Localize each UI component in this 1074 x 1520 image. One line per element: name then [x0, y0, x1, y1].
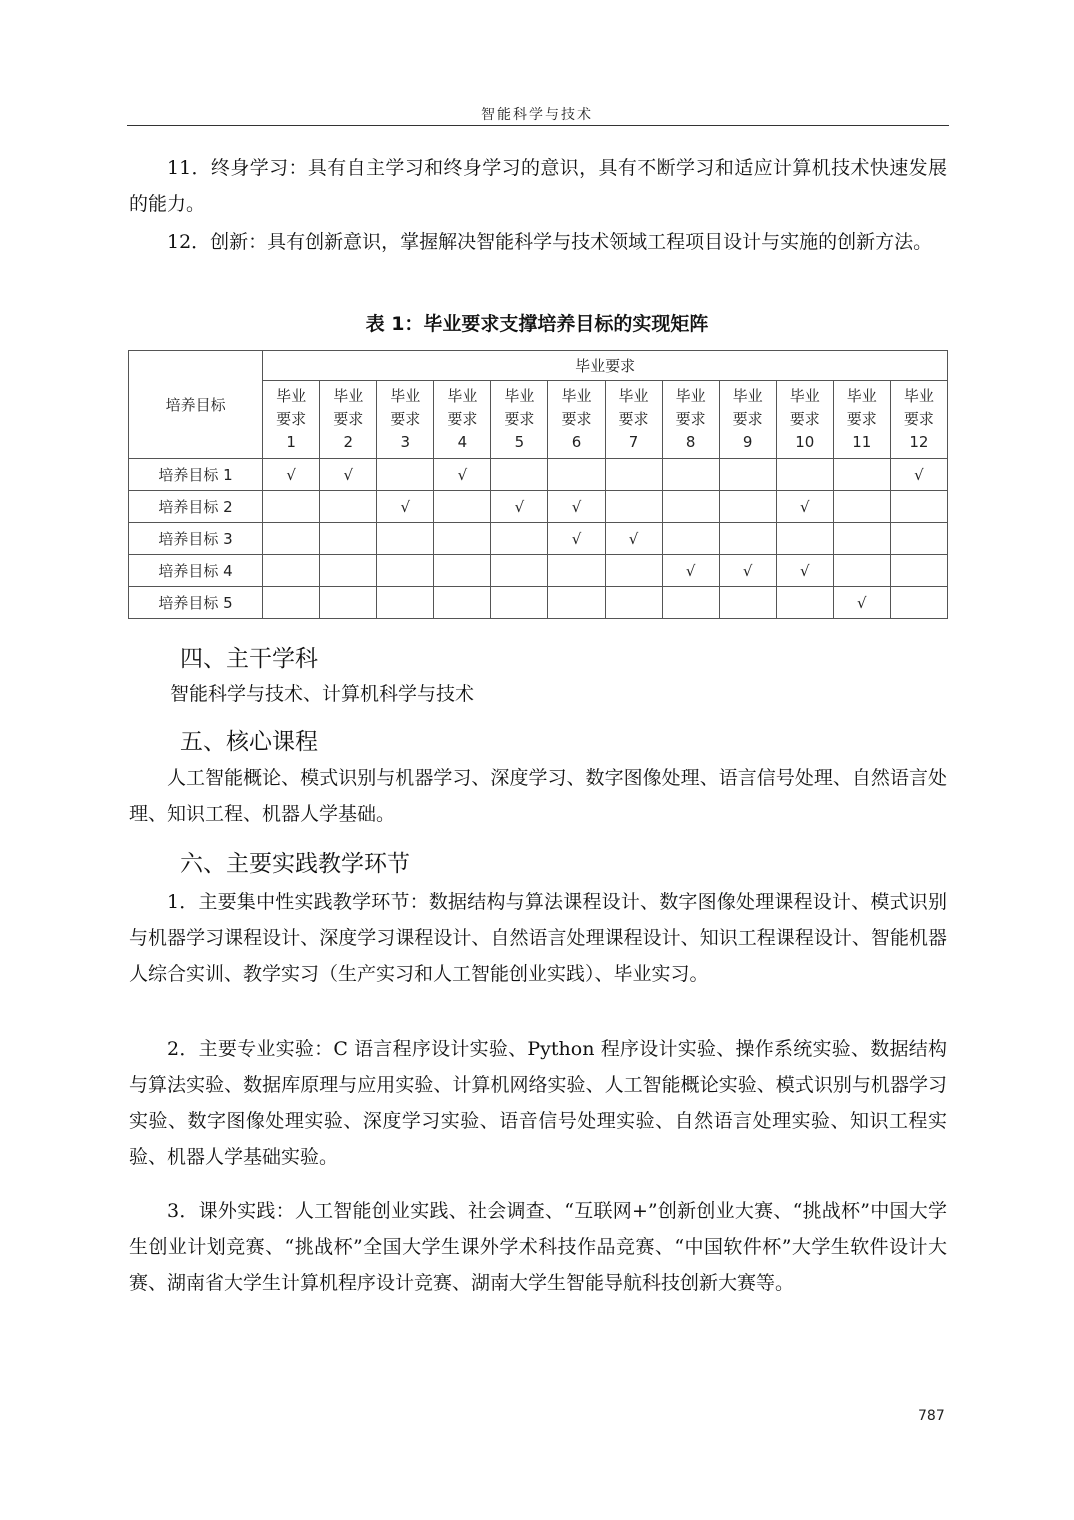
requirement-header-line2: 要求: [789, 410, 820, 428]
objective-label-cell: 培养目标 4: [129, 555, 263, 587]
requirement-header-line1: 毕业: [846, 387, 877, 405]
support-mark-cell: [491, 459, 548, 491]
requirement-column-header: [491, 381, 548, 459]
table-row: [129, 459, 948, 491]
objective-label-cell: 培养目标 3: [129, 523, 263, 555]
support-mark-cell: √: [662, 555, 719, 587]
support-mark-cell: [491, 587, 548, 619]
support-mark-cell: [890, 491, 947, 523]
support-mark-cell: [263, 491, 320, 523]
requirement-header-line3: 2: [343, 433, 353, 451]
practice-item-2: 2．主要专业实验：C 语言程序设计实验、Python 程序设计实验、操作系统实验、数据结构与算法实验、数据库原理与应用实验、计算机网络实验、人工智能概论实验、模式识别与机器学习实验、数字图像处理实验、深度学习实验、语音信号处理实验、自然语言处理实验、知识工程实验、机器人学基础实验。: [129, 1038, 947, 1168]
requirement-header-line1: 毕业: [390, 387, 421, 405]
support-mark-cell: [833, 459, 890, 491]
requirement-header-line3: 7: [628, 433, 639, 451]
major-disciplines-text: 智能科学与技术、计算机科学与技术: [170, 683, 475, 705]
section-heading-core-courses: 五、核心课程: [180, 729, 318, 755]
requirement-header-line1: 毕业: [789, 387, 820, 405]
support-mark-cell: √: [776, 491, 833, 523]
support-mark-cell: [263, 523, 320, 555]
requirement-column-header: [776, 381, 833, 459]
requirement-header-line1: 毕业: [732, 387, 763, 405]
requirement-column-header: [377, 381, 434, 459]
support-mark-cell: [719, 459, 776, 491]
requirement-header-line2: 要求: [390, 410, 421, 428]
requirement-column-header: [662, 381, 719, 459]
section-heading-major-disciplines: 四、主干学科: [180, 646, 318, 672]
requirement-column-header: [719, 381, 776, 459]
requirement-header-line2: 要求: [732, 410, 763, 428]
support-mark-cell: [605, 459, 662, 491]
header-rule: [127, 125, 949, 126]
requirement-column-header: [320, 381, 377, 459]
support-mark-cell: √: [833, 587, 890, 619]
support-mark-cell: [719, 587, 776, 619]
requirement-header-line1: 毕业: [675, 387, 706, 405]
requirement-header-line3: 12: [909, 433, 929, 451]
support-mark-cell: [491, 555, 548, 587]
paragraph-lifelong-learning: 11．终身学习：具有自主学习和终身学习的意识，具有不断学习和适应计算机技术快速发展的能力。: [129, 157, 947, 215]
support-mark-cell: [548, 587, 605, 619]
support-mark-cell: [890, 555, 947, 587]
support-mark-cell: [776, 523, 833, 555]
requirement-header-line2: 要求: [903, 410, 934, 428]
core-courses-text: 人工智能概论、模式识别与机器学习、深度学习、数字图像处理、语言信号处理、自然语言处理、知识工程、机器人学基础。: [129, 767, 947, 825]
requirement-header-line2: 要求: [333, 410, 364, 428]
requirement-header-line1: 毕业: [561, 387, 592, 405]
support-mark-cell: [320, 523, 377, 555]
support-mark-cell: √: [605, 523, 662, 555]
support-mark-cell: [662, 523, 719, 555]
table-row: [129, 523, 948, 555]
support-mark-cell: [320, 491, 377, 523]
requirement-header-line1: 毕业: [504, 387, 535, 405]
objective-label-cell: 培养目标 5: [129, 587, 263, 619]
support-mark-cell: [776, 459, 833, 491]
support-mark-cell: [434, 523, 491, 555]
support-mark-cell: [719, 523, 776, 555]
requirement-header-line3: 3: [400, 433, 411, 451]
support-mark-cell: [320, 587, 377, 619]
support-mark-cell: √: [548, 523, 605, 555]
support-mark-cell: √: [491, 491, 548, 523]
support-mark-cell: [491, 523, 548, 555]
support-mark-cell: [605, 587, 662, 619]
support-mark-cell: [548, 555, 605, 587]
requirement-column-header: [263, 381, 320, 459]
requirement-header-line3: 10: [795, 433, 815, 451]
support-mark-cell: [434, 491, 491, 523]
support-mark-cell: √: [890, 459, 947, 491]
support-mark-cell: [605, 555, 662, 587]
support-mark-cell: [662, 459, 719, 491]
support-mark-cell: [719, 491, 776, 523]
section-heading-practice: 六、主要实践教学环节: [180, 851, 410, 877]
requirements-matrix-table: [128, 350, 948, 619]
page-number: 787: [918, 1408, 945, 1424]
objective-label-cell: 培养目标 1: [129, 459, 263, 491]
requirement-header-line3: 8: [685, 433, 696, 451]
support-mark-cell: [776, 587, 833, 619]
table-row: [129, 555, 948, 587]
requirement-header-line2: 要求: [846, 410, 877, 428]
requirement-column-header: [548, 381, 605, 459]
paragraph-innovation: 12．创新：具有创新意识，掌握解决智能科学与技术领域工程项目设计与实施的创新方法。: [167, 231, 933, 253]
requirement-header-line3: 4: [457, 433, 468, 451]
support-mark-cell: [377, 523, 434, 555]
practice-item-3: 3．课外实践：人工智能创业实践、社会调查、“互联网+”创新创业大赛、“挑战杯”中国大学生创业计划竞赛、“挑战杯”全国大学生课外学术科技作品竞赛、“中国软件杯”大学生软件设计大赛、湖南省大学生计算机程序设计竞赛、湖南大学生智能导航科技创新大赛等。: [129, 1200, 947, 1294]
practice-item-1: 1．主要集中性实践教学环节：数据结构与算法课程设计、数字图像处理课程设计、模式识别与机器学习课程设计、深度学习课程设计、自然语言处理课程设计、知识工程课程设计、智能机器人综合实训、教学实习（生产实习和人工智能创业实践）、毕业实习。: [129, 891, 947, 985]
requirement-header-line2: 要求: [447, 410, 478, 428]
requirement-header-line3: 9: [742, 433, 753, 451]
requirement-header-line3: 6: [571, 433, 582, 451]
requirement-header-line3: 1: [286, 433, 296, 451]
requirement-column-header: [890, 381, 947, 459]
requirement-header-line1: 毕业: [618, 387, 649, 405]
requirement-column-header: [605, 381, 662, 459]
requirement-header-line2: 要求: [276, 410, 307, 428]
support-mark-cell: √: [377, 491, 434, 523]
requirement-header-line1: 毕业: [447, 387, 478, 405]
support-mark-cell: [662, 491, 719, 523]
support-mark-cell: [833, 555, 890, 587]
requirement-header-line2: 要求: [561, 410, 592, 428]
support-mark-cell: [377, 587, 434, 619]
support-mark-cell: [434, 555, 491, 587]
support-mark-cell: [662, 587, 719, 619]
support-mark-cell: [833, 491, 890, 523]
support-mark-cell: [833, 523, 890, 555]
requirement-header-line3: 11: [852, 433, 872, 451]
support-mark-cell: [263, 587, 320, 619]
support-mark-cell: √: [263, 459, 320, 491]
requirement-header-line1: 毕业: [903, 387, 934, 405]
support-mark-cell: √: [776, 555, 833, 587]
support-mark-cell: √: [320, 459, 377, 491]
row-header-cell: 培养目标: [129, 351, 263, 459]
support-mark-cell: [434, 587, 491, 619]
support-mark-cell: [890, 587, 947, 619]
requirement-header-line3: 5: [514, 433, 525, 451]
table-caption: 表 1：毕业要求支撑培养目标的实现矩阵: [365, 313, 709, 335]
requirement-column-header: [434, 381, 491, 459]
support-mark-cell: [377, 459, 434, 491]
support-mark-cell: [320, 555, 377, 587]
table-row: [129, 587, 948, 619]
requirement-header-line2: 要求: [675, 410, 706, 428]
support-mark-cell: √: [548, 491, 605, 523]
table-row: [129, 491, 948, 523]
support-mark-cell: √: [434, 459, 491, 491]
requirement-header-line2: 要求: [504, 410, 535, 428]
objective-label-cell: 培养目标 2: [129, 491, 263, 523]
requirement-header-line1: 毕业: [333, 387, 364, 405]
requirement-header-line2: 要求: [618, 410, 649, 428]
running-header: 智能科学与技术: [481, 107, 593, 123]
group-header-cell: 毕业要求: [263, 351, 948, 381]
support-mark-cell: [890, 523, 947, 555]
requirement-column-header: [833, 381, 890, 459]
support-mark-cell: [548, 459, 605, 491]
requirement-header-line1: 毕业: [276, 387, 307, 405]
support-mark-cell: √: [719, 555, 776, 587]
support-mark-cell: [263, 555, 320, 587]
support-mark-cell: [605, 491, 662, 523]
support-mark-cell: [377, 555, 434, 587]
